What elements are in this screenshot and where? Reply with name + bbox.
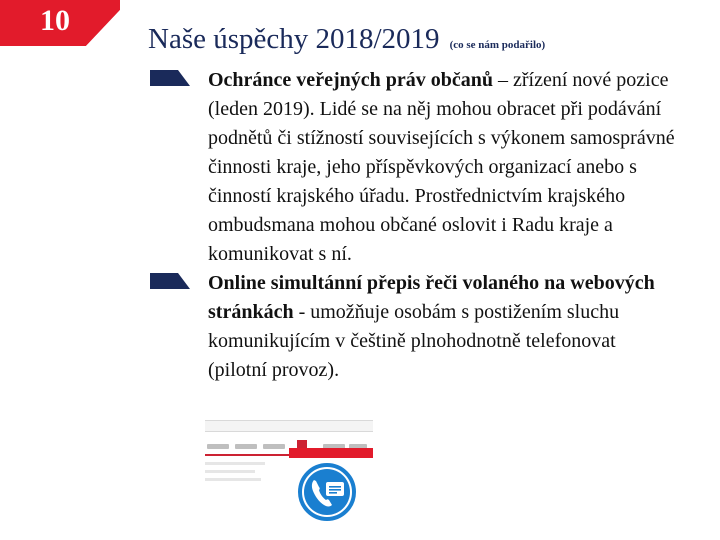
thumbnail-red-banner [289,448,373,458]
thumbnail-sidebar-line [205,470,255,473]
slide-title-main: Naše úspěchy 2018/2019 [148,23,440,55]
thumbnail-browser-bar [205,420,373,432]
thumbnail-nav-item [207,444,229,449]
bullet-text [208,66,678,269]
slide-number-tab [0,0,120,46]
thumbnail-sidebar-line [205,478,261,481]
bullet-text-bold: Online simultánní přepis řeči volaného na webových stránkách [208,272,655,323]
bullet-text [208,269,678,385]
bullet-marker-icon [150,273,190,289]
thumbnail-nav-item [263,444,285,449]
bullet-list [150,66,690,385]
slide-title [148,22,545,56]
website-screenshot-thumbnail [205,416,373,540]
slide-number: 10 [40,4,70,37]
bullet-item [150,269,690,385]
thumbnail-nav-item [235,444,257,449]
bullet-text-rest: - umožňuje osobám s postižením sluchu komunikujícím v češtině plnohodnotně telefonovat (pilotní provoz). [208,301,620,381]
bullet-item [150,66,690,269]
phone-message-icon [297,462,357,522]
thumbnail-sidebar [205,460,275,540]
bullet-marker-icon [150,70,190,86]
bullet-text-bold: Ochránce veřejných práv občanů [208,69,493,91]
slide-title-sub: (co se nám podařilo) [449,39,546,51]
bullet-text-rest: – zřízení nové pozice (leden 2019). Lidé se na něj mohou obracet při podávání podnětů či stížností souvisejících s výkonem samosprávné činnosti kraje, jeho příspěvkových organizací anebo s činností krajského úřadu. Prostřednictvím krajského ombudsmana mohou občané oslovit i Radu kraje a komunikovat s ní. [208,69,675,265]
thumbnail-sidebar-line [205,462,265,465]
